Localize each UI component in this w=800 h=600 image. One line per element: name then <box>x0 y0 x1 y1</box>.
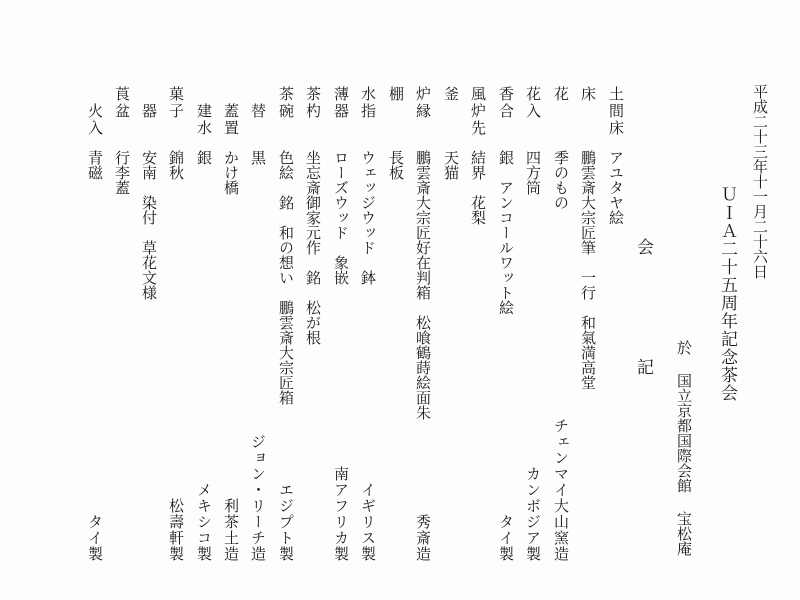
utensil-origin: タイ製 <box>86 514 104 562</box>
event-title: ＵＩＡ二十五周年記念茶会 <box>717 186 737 402</box>
utensil-item: 銀 アンコールワット絵 <box>497 150 515 315</box>
utensil-category: 建水 <box>195 86 213 137</box>
utensil-item: 青磁 <box>86 150 104 180</box>
utensil-item: ローズウッド 象嵌 <box>332 150 350 285</box>
utensil-item: 錦秋 <box>167 150 185 180</box>
utensil-item: 四方筒 <box>524 150 542 195</box>
utensil-item: かけ橋 <box>222 150 240 195</box>
utensil-origin: カンボジア製 <box>524 466 542 562</box>
utensil-category: 水指 <box>359 86 377 120</box>
utensil-origin: チェンマイ大山窯造 <box>552 418 570 562</box>
utensil-category: 菓子 <box>167 86 185 120</box>
utensil-origin: 秀斎造 <box>414 514 432 562</box>
utensil-category: 土間床 <box>607 86 625 137</box>
utensil-origin: ジョン・リーチ造 <box>249 434 267 562</box>
utensil-item: 坐忘斎御家元作 銘 松が根 <box>304 150 322 345</box>
utensil-item: 長板 <box>387 150 405 180</box>
utensil-origin: 南アフリカ製 <box>332 466 350 562</box>
utensil-category: 茶杓 <box>304 86 322 120</box>
utensil-item: アユタヤ絵 <box>607 150 625 225</box>
utensil-item: 色絵 銘 和の想い 鵬雲斎大宗匠箱 <box>277 150 295 405</box>
utensil-item: 銀 <box>195 150 213 165</box>
utensil-origin: 松壽軒製 <box>167 498 185 562</box>
utensil-category: 釜 <box>442 86 460 103</box>
utensil-category: 香合 <box>497 86 515 120</box>
utensil-category: 花 <box>552 86 570 103</box>
utensil-category: 風炉先 <box>469 86 487 137</box>
utensil-item: 鵬雲斎大宗匠筆 一行 和氣満高堂 <box>579 150 597 390</box>
utensil-origin: 利茶土造 <box>222 498 240 562</box>
utensil-item: 天猫 <box>442 150 460 180</box>
utensil-category: 蓋置 <box>222 86 240 137</box>
utensil-category: 茶碗 <box>277 86 295 120</box>
utensil-category: 棚 <box>387 86 405 103</box>
utensil-item: 鵬雲斎大宗匠好在判箱 松喰鶴蒔絵面朱 <box>414 150 432 420</box>
venue-line: 於 国立京都国際会館 宝松庵 <box>675 340 693 556</box>
utensil-category: 莨盆 <box>113 86 131 120</box>
utensil-item: ウェッジウッド 鉢 <box>359 150 377 285</box>
utensil-category: 花入 <box>524 86 542 120</box>
utensil-origin: イギリス製 <box>359 482 377 562</box>
utensil-item: 黒 <box>249 150 267 165</box>
utensil-item: 行李蓋 <box>113 150 131 195</box>
utensil-category: 炉縁 <box>414 86 432 120</box>
utensil-category: 替 <box>249 86 267 120</box>
utensil-item: 季のもの <box>552 150 570 210</box>
kaiki-heading: 会 記 <box>633 238 653 418</box>
utensil-origin: タイ製 <box>497 514 515 562</box>
utensil-item: 結界 花梨 <box>469 150 487 225</box>
utensil-origin: エジプト製 <box>277 482 295 562</box>
date-line: 平成二十三年十一月二十六日 <box>751 84 769 279</box>
utensil-category: 床 <box>579 86 597 103</box>
utensil-item: 安南 染付 草花文様 <box>140 150 158 300</box>
utensil-category: 器 <box>140 86 158 120</box>
utensil-category: 薄器 <box>332 86 350 120</box>
utensil-origin: メキシコ製 <box>195 482 213 562</box>
utensil-category: 火入 <box>86 86 104 137</box>
